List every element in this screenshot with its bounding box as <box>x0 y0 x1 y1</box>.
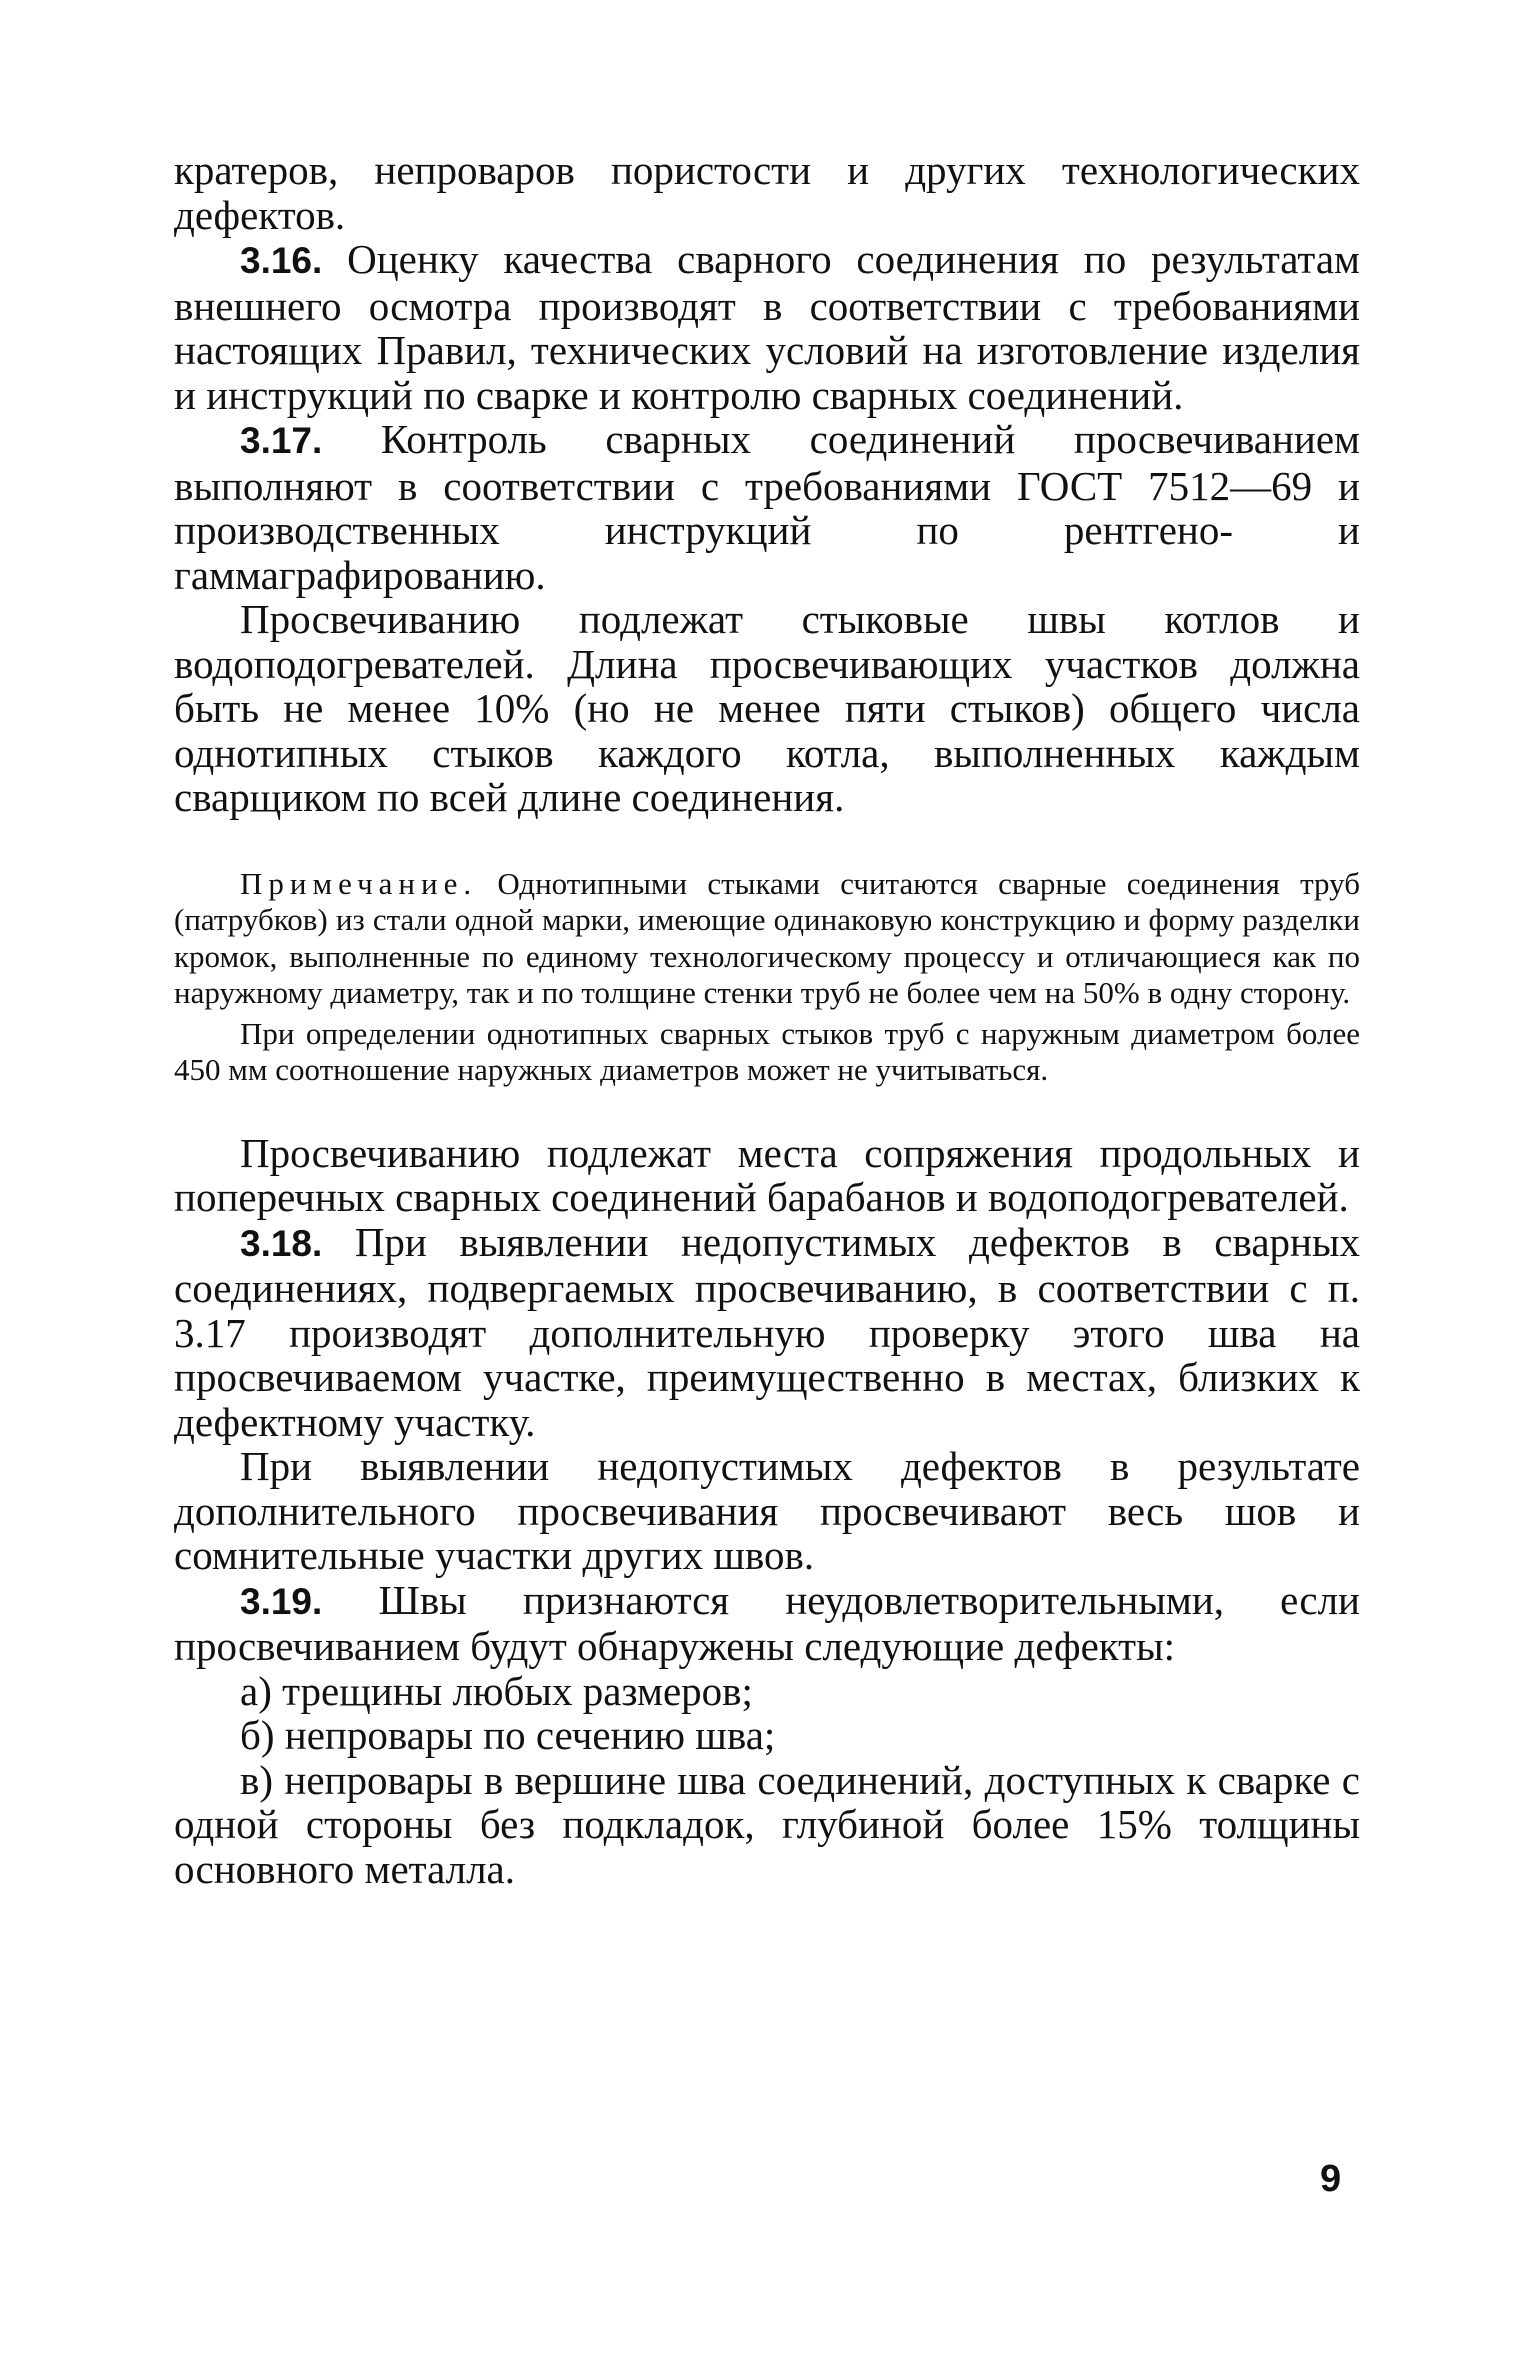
note-label: Примечание. <box>240 865 478 901</box>
clause-number-3-19: 3.19. <box>240 1580 323 1622</box>
paragraph-3-17-sub: Просвечиванию подлежат стыковые швы котлов и водоподогревателей. Длина просвечивающих участков должна быть не менее 10% (но не менее пяти стыков) общего числа однотипных стыков каждого котла, выполненных каждым сварщиком по всей длине соединения. <box>174 596 1360 820</box>
list-item: в) непровары в вершине шва соединений, доступных к сварке с одной стороны без подкладок, глубиной более 15% толщины основного металла. <box>174 1756 1360 1892</box>
note-text: Однотипными стыками считаются сварные соединения труб (патрубков) из стали одной марки, имеющие одинаковую конструкцию и форму разделки кромок, выполненные по единому технологическому процессу и отличающиеся как по наружному диаметру, так и по толщине стенки труб не более чем на 50% в одну сторону. <box>174 865 1360 1010</box>
clause-text-3-17: Контроль сварных соединений просвечиванием выполняют в соответствии с требованиями ГОСТ 7512—69 и производственных инструкций по рентгено- и гаммаграфированию. <box>174 416 1360 598</box>
paragraph-3-17-sub2: Просвечиванию подлежат места сопряжения продольных и поперечных сварных соединений барабанов и водоподогревателей. <box>174 1129 1360 1220</box>
list-item: а) трещины любых размеров; <box>240 1667 753 1714</box>
main-text-continued <box>174 1131 1360 1892</box>
note-paragraph-2: При определении однотипных сварных стыков труб с наружным диаметром более 450 мм соотношение наружных диаметров может не учитываться. <box>174 1015 1360 1087</box>
document-page <box>174 148 1360 1891</box>
page-number: 9 <box>1320 2158 1342 2200</box>
paragraph-continuation: кратеров, непроваров пористости и других технологических дефектов. <box>174 147 1360 238</box>
clause-number-3-17: 3.17. <box>240 420 323 461</box>
paragraph-3-19 <box>174 1578 1360 1669</box>
note-paragraph <box>174 866 1360 1012</box>
paragraph-3-18-sub: При выявлении недопустимых дефектов в результате дополнительного просвечивания просвечивают весь шов и сомнительные участки других швов. <box>174 1443 1360 1578</box>
paragraph-3-16 <box>174 237 1360 417</box>
clause-number-3-18: 3.18. <box>240 1222 323 1264</box>
note-block <box>174 866 1360 1089</box>
clause-text-3-16: Оценку качества сварного соединения по результатам внешнего осмотра производят в соответствии с требованиями настоящих Правил, технических условий на изготовление изделия и инструкций по сварке и контролю сварных соединений. <box>174 236 1360 418</box>
clause-text-3-18: При выявлении недопустимых дефектов в сварных соединениях, подвергаемых просвечиванию, в соответствии с п. 3.17 производят дополнительную проверку этого шва на просвечиваемом участке, преимущественно в местах, близких к дефектному участку. <box>174 1218 1360 1445</box>
clause-text-3-19: Швы признаются неудовлетворительными, если просвечиванием будут обнаружены следующие дефекты: <box>174 1576 1360 1669</box>
paragraph-3-17 <box>174 417 1360 597</box>
list-item: б) непровары по сечению шва; <box>240 1712 776 1758</box>
clause-number-3-16: 3.16. <box>240 240 323 281</box>
main-text <box>174 148 1360 820</box>
paragraph-3-18 <box>174 1220 1360 1445</box>
